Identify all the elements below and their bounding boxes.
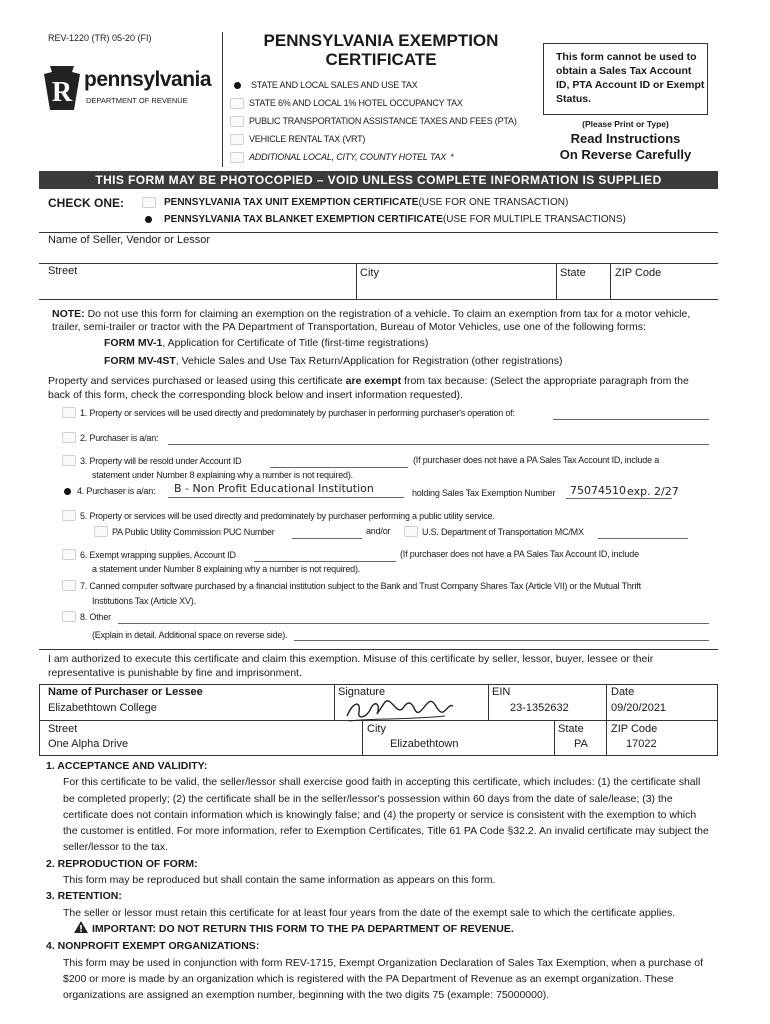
option-blanket-exemption[interactable]: PENNSYLVANIA TAX BLANKET EXEMPTION CERTIFICATE (USE FOR MULTIPLE TRANSACTIONS) <box>145 214 626 225</box>
checkbox-icon <box>62 549 76 560</box>
photocopy-banner: THIS FORM MAY BE PHOTOCOPIED – VOID UNLESS COMPLETE INFORMATION IS SUPPLIED <box>39 171 718 189</box>
department-name: DEPARTMENT OF REVENUE <box>86 96 188 105</box>
property-intro: Property and services purchased or leased using this certificate are exempt from tax because: (Select the appropriate paragraph from the back of this form, check the corresponding block below and insert information requested). <box>48 375 689 401</box>
puc-number-field[interactable]: PA Public Utility Commission PUC Number <box>94 526 275 537</box>
checkbox-icon <box>230 98 244 109</box>
seller-name-label: Name of Seller, Vendor or Lessor <box>48 234 211 246</box>
and-or-label: and/or <box>366 526 391 536</box>
tax-option-sales-use[interactable]: STATE AND LOCAL SALES AND USE TAX <box>230 76 535 94</box>
holding-exemption-label: holding Sales Tax Exemption Number <box>412 488 556 498</box>
instruction-2-title: 2. REPRODUCTION OF FORM: <box>46 857 198 870</box>
purchaser-type-value[interactable]: B - Non Profit Educational Institution <box>174 482 374 495</box>
instruction-1-text: For this certificate to be valid, the seller/lessor shall exercise good faith in accepting this certificate, which includes: (1) the certificate shall be completed properly; (2) the certificate shall be in the seller/lessor's possession within 60 days from the date of sale/lease; (3) the certificate does not contain information which is knowingly false; and (4) the property or service is consistent with the exemption to which the customer is entitled. For more information, refer to Exemption Certificates, Title 61 PA Code §32.2. An invalid certificate may subject the seller/lessor to the tax. <box>63 776 709 854</box>
ein-label: EIN <box>492 686 511 698</box>
reason-7-note: Institutions Tax (Article XV). <box>92 596 196 606</box>
instructions <box>46 758 711 1003</box>
instruction-3-title: 3. RETENTION: <box>46 890 122 903</box>
checkbox-icon <box>142 197 156 208</box>
instruction-3-important: IMPORTANT: DO NOT RETURN THIS FORM TO THE PA DEPARTMENT OF REVENUE. <box>46 921 711 938</box>
ein-value[interactable]: 23-1352632 <box>510 702 569 714</box>
seller-street-label: Street <box>48 265 78 277</box>
warning-icon <box>74 921 88 938</box>
reason-8[interactable]: 8. Other <box>62 611 111 622</box>
print-note: (Please Print or Type) <box>582 119 669 129</box>
checkbox-icon <box>230 116 244 127</box>
checkbox-icon <box>230 134 244 145</box>
check-one-label: CHECK ONE: <box>48 196 125 210</box>
seller-city-label: City <box>360 267 379 279</box>
checkbox-icon <box>62 611 76 622</box>
reason-6[interactable]: 6. Exempt wrapping supplies, Account ID <box>62 549 236 560</box>
selected-bullet-icon <box>234 82 241 89</box>
reason-3-note-2: statement under Number 8 explaining why a number is not required). <box>92 470 353 480</box>
form-code: REV-1220 (TR) 05-20 (FI) <box>48 33 152 43</box>
purchaser-street-value[interactable]: One Alpha Drive <box>48 738 129 750</box>
reason-6-note: (If purchaser does not have a PA Sales Tax Account ID, include <box>400 549 639 559</box>
tax-option-local-hotel[interactable]: ADDITIONAL LOCAL, CITY, COUNTY HOTEL TAX * <box>230 148 535 166</box>
instruction-4-title: 4. NONPROFIT EXEMPT ORGANIZATIONS: <box>46 940 260 953</box>
date-value[interactable]: 09/20/2021 <box>611 702 667 714</box>
mcmx-number-field[interactable]: U.S. Department of Transportation MC/MX <box>404 526 584 537</box>
reason-8-note: (Explain in detail. Additional space on reverse side). <box>92 630 288 640</box>
purchaser-name-value[interactable]: Elizabethtown College <box>48 702 157 714</box>
purchaser-zip-value[interactable]: 17022 <box>626 738 657 750</box>
form-mv4st-line: FORM MV-4ST, Vehicle Sales and Use Tax Return/Application for Registration (other registrations) <box>104 355 563 367</box>
keystone-logo-icon <box>44 66 80 110</box>
selected-bullet-icon <box>64 488 71 495</box>
notice-box: This form cannot be used to obtain a Sales Tax Account ID, PTA Account ID or Exempt Status. <box>543 43 708 115</box>
form-mv1-line: FORM MV-1, Application for Certificate of Title (first-time registrations) <box>104 337 429 349</box>
reason-4[interactable]: 4. Purchaser is a/an: <box>62 486 155 496</box>
reason-7[interactable]: 7. Canned computer software purchased by a financial institution subject to the Bank and Trust Company Shares Tax (Article VII) or the Mutual Thrift <box>62 580 641 591</box>
exemption-number-value[interactable]: 75074510 <box>570 484 626 497</box>
purchaser-street-label: Street <box>48 723 78 735</box>
handwritten-signature[interactable] <box>345 694 455 724</box>
purchaser-city-value[interactable]: Elizabethtown <box>390 738 459 750</box>
reason-3-note: (If purchaser does not have a PA Sales Tax Account ID, include a <box>413 455 660 465</box>
reason-5[interactable]: 5. Property or services will be used directly and predominately by purchaser performing a public utility service. <box>62 510 495 521</box>
signature-label: Signature <box>338 686 386 698</box>
checkbox-icon <box>62 407 76 418</box>
date-label: Date <box>611 686 635 698</box>
checkbox-icon <box>62 455 76 466</box>
reason-6-note-2: a statement under Number 8 explaining why a number is not required). <box>92 564 361 574</box>
instruction-4-text: This form may be used in conjunction with form REV-1715, Exempt Organization Declaration of Sales Tax Exemption, when a purchase of $200 or more is made by an organization which is registered with the PA Department of Revenue as an exempt organization. These organizations are assigned an exemption number, beginning with the two digits 75 (example: 75000000). <box>63 956 704 1002</box>
purchaser-state-label: State <box>558 723 584 735</box>
brand-name: pennsylvania <box>84 68 212 91</box>
page-title: PENNSYLVANIA EXEMPTION CERTIFICATE <box>263 31 499 69</box>
reason-3[interactable]: 3. Property will be resold under Account ID <box>62 455 242 466</box>
selected-bullet-icon <box>145 216 152 223</box>
checkbox-icon <box>230 152 244 163</box>
seller-zip-label: ZIP Code <box>615 267 662 279</box>
checkbox-icon <box>94 526 108 537</box>
vehicle-note: NOTE: Do not use this form for claiming an exemption on the registration of a vehicle. To claim an exemption from tax for a motor vehicle, trailer, semi-trailer or tractor with the PA Department of Transportation, Bureau of Motor Vehicles, use one of the following forms: <box>52 308 691 333</box>
exemption-expiry-value[interactable]: exp. 2/27 <box>627 485 679 498</box>
seller-state-label: State <box>560 267 586 279</box>
tax-option-hotel[interactable]: STATE 6% AND LOCAL 1% HOTEL OCCUPANCY TAX <box>230 94 535 112</box>
purchaser-zip-label: ZIP Code <box>611 723 658 735</box>
checkbox-icon <box>62 432 76 443</box>
purchaser-name-label: Name of Purchaser or Lessee <box>48 686 203 698</box>
checkbox-icon <box>62 580 76 591</box>
instruction-1-title: 1. ACCEPTANCE AND VALIDITY: <box>46 760 208 772</box>
reason-2[interactable]: 2. Purchaser is a/an: <box>62 432 158 443</box>
authorization-statement: I am authorized to execute this certificate and claim this exemption. Misuse of this certificate by seller, lessor, buyer, lessee or their representative is punishable by fine and imprisonment. <box>48 653 654 679</box>
instruction-2-text: This form may be reproduced but shall contain the same information as appears on this form. <box>63 874 496 887</box>
checkbox-icon <box>62 510 76 521</box>
tax-option-vrt[interactable]: VEHICLE RENTAL TAX (VRT) <box>230 130 535 148</box>
svg-text:R: R <box>51 77 73 108</box>
purchaser-state-value[interactable]: PA <box>574 738 588 750</box>
instruction-3-text: The seller or lessor must retain this certificate for at least four years from the date of the exempt sale to which the certificate applies. <box>63 906 676 919</box>
reason-1[interactable]: 1. Property or services will be used directly and predominately by purchaser in performing purchaser's operation of: <box>62 407 515 418</box>
tax-option-pta[interactable]: PUBLIC TRANSPORTATION ASSISTANCE TAXES AND FEES (PTA) <box>230 112 535 130</box>
purchaser-city-label: City <box>367 723 386 735</box>
option-unit-exemption[interactable]: PENNSYLVANIA TAX UNIT EXEMPTION CERTIFICATE (USE FOR ONE TRANSACTION) <box>142 197 568 208</box>
tax-type-list <box>230 76 535 166</box>
read-instructions: Read Instructions On Reverse Carefully <box>559 131 692 162</box>
checkbox-icon <box>404 526 418 537</box>
